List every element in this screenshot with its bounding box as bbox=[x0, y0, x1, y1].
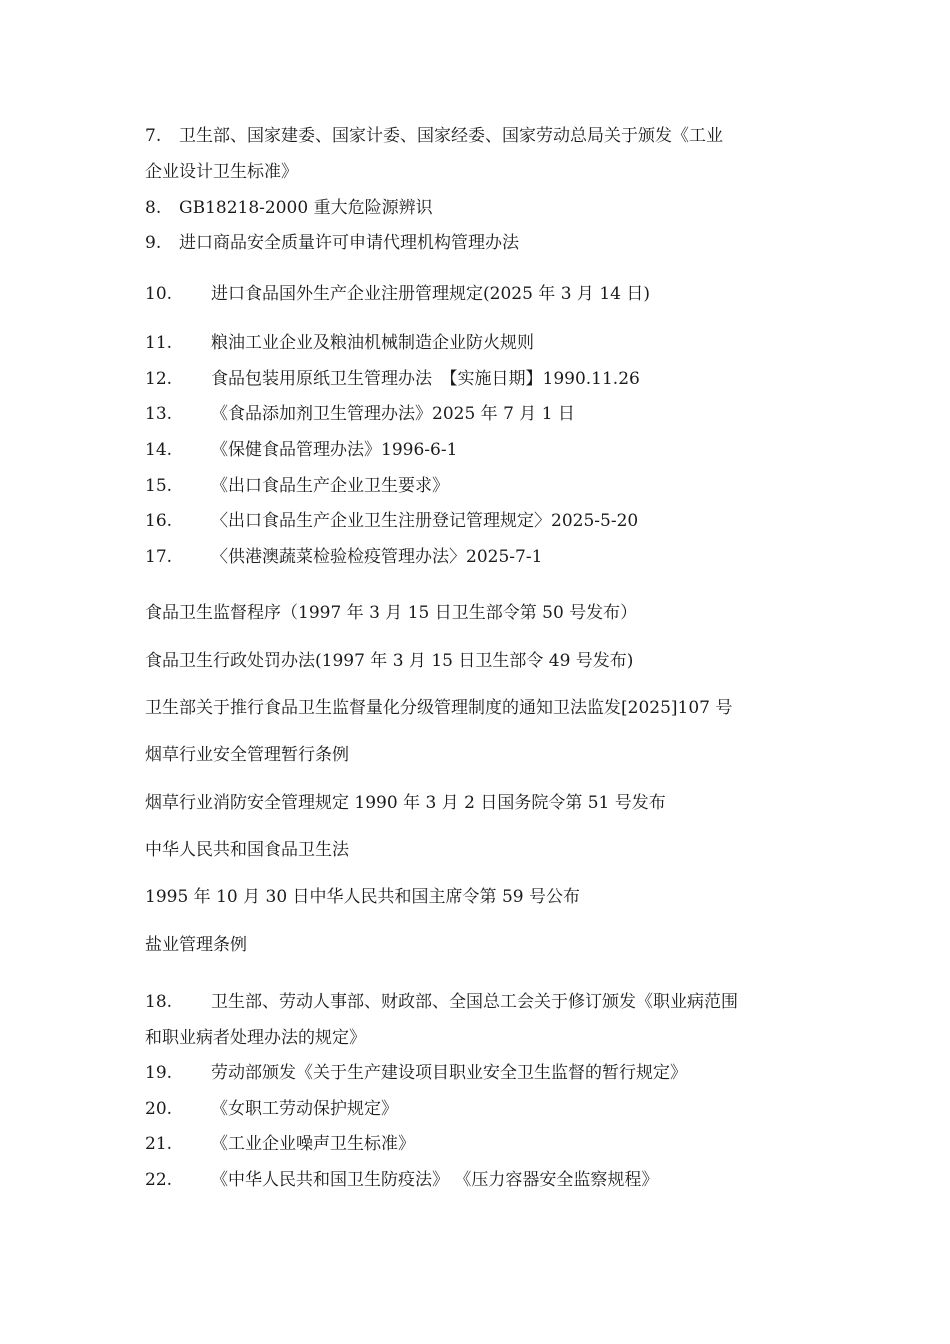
list-item-number: 21. bbox=[145, 1134, 173, 1154]
list-item-text: 〈出口食品生产企业卫生注册登记管理规定〉2025-5-20 bbox=[211, 511, 639, 531]
list-item-18 bbox=[145, 990, 738, 1014]
list-item-number: 7. bbox=[145, 126, 162, 146]
list-item-text: 《女职工劳动保护规定》 bbox=[211, 1099, 398, 1119]
list-item-text: 卫生部、劳动人事部、财政部、全国总工会关于修订颁发《职业病范围 bbox=[211, 992, 738, 1012]
list-item-21 bbox=[145, 1132, 415, 1156]
list-item-number: 16. bbox=[145, 511, 173, 531]
paragraph-tobacco-safety-regulation: 烟草行业安全管理暂行条例 bbox=[145, 745, 349, 765]
list-item-number: 17. bbox=[145, 547, 173, 567]
list-item-7-continuation: 企业设计卫生标准》 bbox=[145, 162, 298, 182]
list-item-15 bbox=[145, 474, 449, 498]
list-item-text: 《出口食品生产企业卫生要求》 bbox=[211, 476, 449, 496]
list-item-number: 19. bbox=[145, 1063, 173, 1083]
list-item-number: 22. bbox=[145, 1170, 173, 1190]
list-item-number: 8. bbox=[145, 198, 162, 218]
list-item-text: 进口商品安全质量许可申请代理机构管理办法 bbox=[179, 233, 519, 253]
list-item-11 bbox=[145, 331, 534, 355]
list-item-7 bbox=[145, 124, 723, 148]
paragraph-quantitative-grading-notice: 卫生部关于推行食品卫生监督量化分级管理制度的通知卫法监发[2025]107 号 bbox=[145, 698, 733, 718]
list-item-16 bbox=[145, 509, 638, 533]
list-item-number: 11. bbox=[145, 333, 173, 353]
list-item-text: 食品包装用原纸卫生管理办法 【实施日期】1990.11.26 bbox=[211, 369, 640, 389]
list-item-19 bbox=[145, 1061, 687, 1085]
list-item-10 bbox=[145, 282, 650, 306]
list-item-text: 《食品添加剂卫生管理办法》2025 年 7 月 1 日 bbox=[211, 404, 575, 424]
list-item-number: 15. bbox=[145, 476, 173, 496]
list-item-12 bbox=[145, 367, 640, 391]
list-item-number: 10. bbox=[145, 284, 173, 304]
list-item-text: 卫生部、国家建委、国家计委、国家经委、国家劳动总局关于颁发《工业 bbox=[179, 126, 723, 146]
list-item-text: 进口食品国外生产企业注册管理规定(2025 年 3 月 14 日) bbox=[211, 284, 650, 304]
list-item-text: 粮油工业企业及粮油机械制造企业防火规则 bbox=[211, 333, 534, 353]
paragraph-presidential-order: 1995 年 10 月 30 日中华人民共和国主席令第 59 号公布 bbox=[145, 887, 580, 907]
list-item-9 bbox=[145, 231, 519, 255]
paragraph-tobacco-fire-safety: 烟草行业消防安全管理规定 1990 年 3 月 2 日国务院令第 51 号发布 bbox=[145, 793, 666, 813]
list-item-number: 13. bbox=[145, 404, 173, 424]
list-item-text: 〈供港澳蔬菜检验检疫管理办法〉2025-7-1 bbox=[211, 547, 543, 567]
paragraph-food-hygiene-supervision: 食品卫生监督程序（1997 年 3 月 15 日卫生部令第 50 号发布） bbox=[145, 603, 638, 623]
list-item-number: 20. bbox=[145, 1099, 173, 1119]
list-item-number: 12. bbox=[145, 369, 173, 389]
paragraph-salt-regulation: 盐业管理条例 bbox=[145, 935, 247, 955]
list-item-22 bbox=[145, 1168, 658, 1192]
list-item-20 bbox=[145, 1097, 398, 1121]
paragraph-food-hygiene-penalty: 食品卫生行政处罚办法(1997 年 3 月 15 日卫生部令 49 号发布) bbox=[145, 651, 634, 671]
list-item-17 bbox=[145, 545, 542, 569]
list-item-number: 9. bbox=[145, 233, 162, 253]
list-item-text: 《中华人民共和国卫生防疫法》 《压力容器安全监察规程》 bbox=[211, 1170, 659, 1190]
list-item-text: 劳动部颁发《关于生产建设项目职业安全卫生监督的暂行规定》 bbox=[211, 1063, 687, 1083]
list-item-8 bbox=[145, 196, 433, 220]
paragraph-food-hygiene-law: 中华人民共和国食品卫生法 bbox=[145, 840, 349, 860]
list-item-number: 18. bbox=[145, 992, 173, 1012]
list-item-text: 《保健食品管理办法》1996-6-1 bbox=[211, 440, 458, 460]
list-item-text: GB18218-2000 重大危险源辨识 bbox=[179, 198, 433, 218]
list-item-13 bbox=[145, 402, 575, 426]
list-item-18-continuation: 和职业病者处理办法的规定》 bbox=[145, 1028, 366, 1048]
list-item-14 bbox=[145, 438, 457, 462]
list-item-number: 14. bbox=[145, 440, 173, 460]
list-item-text: 《工业企业噪声卫生标准》 bbox=[211, 1134, 415, 1154]
